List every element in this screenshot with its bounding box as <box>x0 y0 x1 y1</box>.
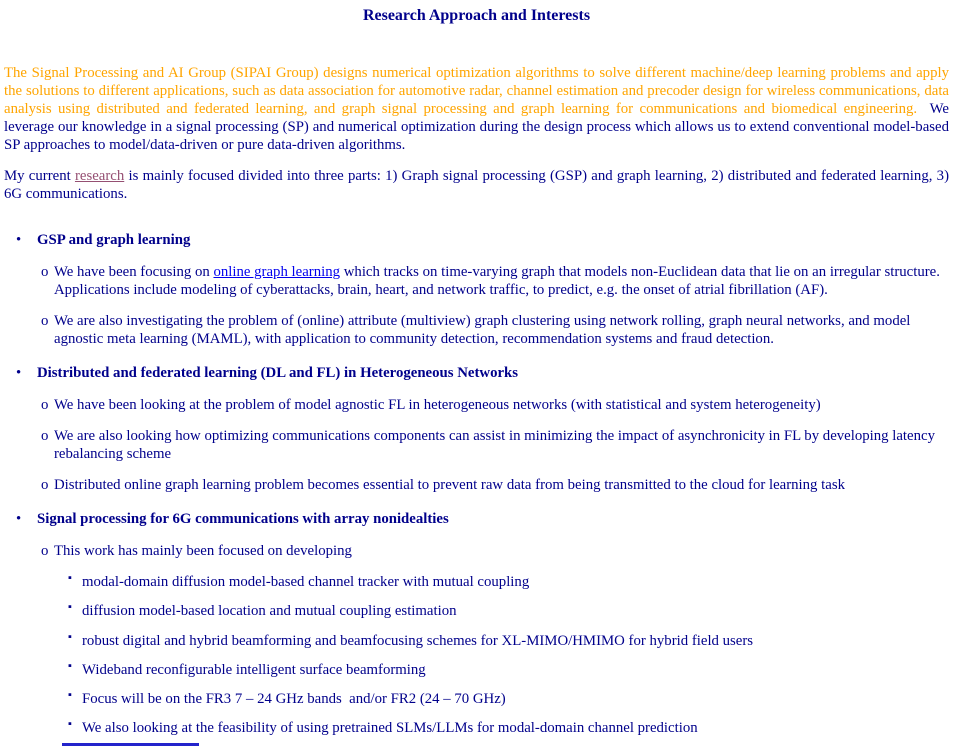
intro-paragraph <box>4 64 949 154</box>
focus-text-after: is mainly focused divided into three parts: 1) Graph signal processing (GSP) and graph learning, 2) distributed and federated learning, 3) 6G communications. <box>4 167 949 202</box>
list-item <box>4 542 949 560</box>
section-heading-6g <box>4 510 949 528</box>
bullet-icon: • <box>16 365 22 382</box>
list-subitem <box>4 573 949 591</box>
list-item <box>4 396 949 414</box>
research-list <box>4 231 949 737</box>
list-subitem <box>4 661 949 679</box>
list-item <box>4 312 949 348</box>
section-heading-label: GSP and graph learning <box>37 231 191 248</box>
circle-bullet-icon: o <box>41 312 49 329</box>
square-bullet-icon: ▪ <box>68 659 72 672</box>
list-subitem-text: We also looking at the feasibility of using pretrained SLMs/LLMs for modal-domain channel prediction <box>82 719 698 736</box>
list-item-text: which tracks on time-varying graph that models non-Euclidean data that lie on an irregular structure. Applications include modeling of cyberattacks, brain, heart, and network traffic, to predict, e.g. the onset of atrial fibrillation (AF). <box>54 263 940 298</box>
list-item <box>4 476 949 494</box>
circle-bullet-icon: o <box>41 263 49 280</box>
list-item-text: We have been looking at the problem of model agnostic FL in heterogeneous networks (with statistical and system heterogeneity) <box>54 397 821 414</box>
circle-bullet-icon: o <box>41 477 49 494</box>
circle-bullet-icon: o <box>41 397 49 414</box>
page-title: Research Approach and Interests <box>362 7 591 24</box>
list-item <box>4 427 949 463</box>
focus-paragraph <box>4 167 949 203</box>
list-subitem <box>4 602 949 620</box>
bullet-icon: • <box>16 511 22 528</box>
online-graph-learning-link[interactable]: online graph learning <box>213 263 341 280</box>
list-subitem-text: modal-domain diffusion model-based channel tracker with mutual coupling <box>82 574 530 591</box>
list-item-text: We have been focusing on <box>54 263 214 280</box>
square-bullet-icon: ▪ <box>68 717 72 730</box>
list-item <box>4 263 949 299</box>
intro-highlight-text: The Signal Processing and AI Group (SIPAI Group) designs numerical optimization algorithms to solve different machine/deep learning problems and apply the solutions to different applications, such as data association for automotive radar, channel estimation and precoder design for wireless communications, data analysis using distributed and federated learning, and graph signal processing and graph learning for communications and biomedical engineering. <box>4 64 949 117</box>
list-subitem <box>4 690 949 708</box>
section-heading-gsp <box>4 231 949 249</box>
section-heading-label: Distributed and federated learning (DL and FL) in Heterogeneous Networks <box>37 365 519 382</box>
list-subitem-text: robust digital and hybrid beamforming and beamfocusing schemes for XL-MIMO/HMIMO for hybrid field users <box>82 632 754 649</box>
focus-text-before: My current <box>4 167 75 184</box>
square-bullet-icon: ▪ <box>68 601 72 614</box>
square-bullet-icon: ▪ <box>68 630 72 643</box>
bullet-icon: • <box>16 231 22 248</box>
list-item-text: This work has mainly been focused on developing <box>54 543 352 560</box>
section-heading-label: Signal processing for 6G communications with array nonidealties <box>37 511 449 528</box>
list-item-text: We are also investigating the problem of (online) attribute (multiview) graph clustering using network rolling, graph neural networks, and model agnostic meta learning (MAML), with application to community detection, recommendation systems and fraud detection. <box>54 312 911 348</box>
list-subitem-text: diffusion model-based location and mutual coupling estimation <box>82 603 457 620</box>
list-subitem-text: Wideband reconfigurable intelligent surface beamforming <box>82 661 426 678</box>
list-subitem <box>4 719 949 737</box>
section-heading-federated-learning <box>4 364 949 382</box>
intro-navy-text: We leverage our knowledge in a signal processing (SP) and numerical optimization during the design process which allows us to extend conventional model-based SP approaches to model/data-driven or pure data-driven algorithms. <box>4 100 949 153</box>
research-link[interactable]: research <box>74 167 125 184</box>
circle-bullet-icon: o <box>41 543 49 560</box>
square-bullet-icon: ▪ <box>68 688 72 701</box>
page-content <box>0 6 953 737</box>
list-subitem-text: Focus will be on the FR3 7 – 24 GHz bands and/or FR2 (24 – 70 GHz) <box>82 690 506 707</box>
list-item-text: Distributed online graph learning problem becomes essential to prevent raw data from being transmitted to the cloud for learning task <box>54 477 845 494</box>
circle-bullet-icon: o <box>41 428 49 445</box>
square-bullet-icon: ▪ <box>68 572 72 585</box>
list-item-text: We are also looking how optimizing communications components can assist in minimizing the impact of asynchronicity in FL by developing latency rebalancing scheme <box>54 428 935 463</box>
list-subitem <box>4 632 949 650</box>
